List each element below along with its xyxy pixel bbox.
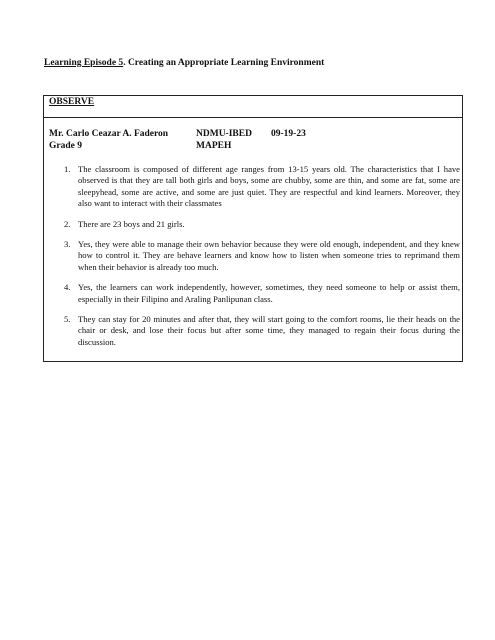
observation-date: 09-19-23 [271,129,306,139]
item-number: 1. [64,164,71,174]
item-text: Yes, the learners can work independently, however, sometimes, they need someone to help or assist them, especially in their Filipino and Araling Panlipunan class. [78,282,460,304]
list-item [58,219,460,230]
observe-heading: OBSERVE [49,97,95,107]
observer-grade: Grade 9 [49,140,82,151]
school-info [196,129,252,152]
list-item [58,282,460,305]
item-text: Yes, they were able to manage their own behavior because they were old enough, independent, and they knew how to control it. They are behave learners and know how to listen when someone tries to reprimand them when their behavior is already too much. [78,239,460,272]
episode-heading: . Creating an Appropriate Learning Environment [123,58,325,68]
subject-name: MAPEH [196,140,232,151]
observe-header-row [44,96,462,118]
item-text: The classroom is composed of different age ranges from 13-15 years old. The characteristics that I have observed is that they are tall both girls and boys, some are chubby, some are thin, and some are fat, some are sleepyhead, some are active, and some are just quiet. They are respectful and kind learners. Moreover, they also want to interact with their classmates [78,164,460,209]
item-number: 3. [64,239,71,250]
episode-label: Learning Episode 5 [44,58,124,68]
episode-title [44,58,324,68]
observe-box [43,95,463,362]
item-number: 4. [64,282,71,293]
item-number: 5. [64,314,71,325]
list-item [58,314,460,348]
item-text: There are 23 boys and 21 girls. [78,218,185,229]
item-text: They can stay for 20 minutes and after that, they will start going to the comfort rooms, lie their heads on the chair or desk, and lose their focus but after some time, they managed to regain their focus during the discussion. [78,314,460,347]
school-name: NDMU-IBED [196,129,252,139]
list-item [58,164,460,210]
item-number: 2. [64,218,71,229]
observer-name: Mr. Carlo Ceazar A. Faderon [49,129,169,139]
list-item [58,239,460,273]
observer-info [49,129,168,152]
answer-list [58,164,460,357]
